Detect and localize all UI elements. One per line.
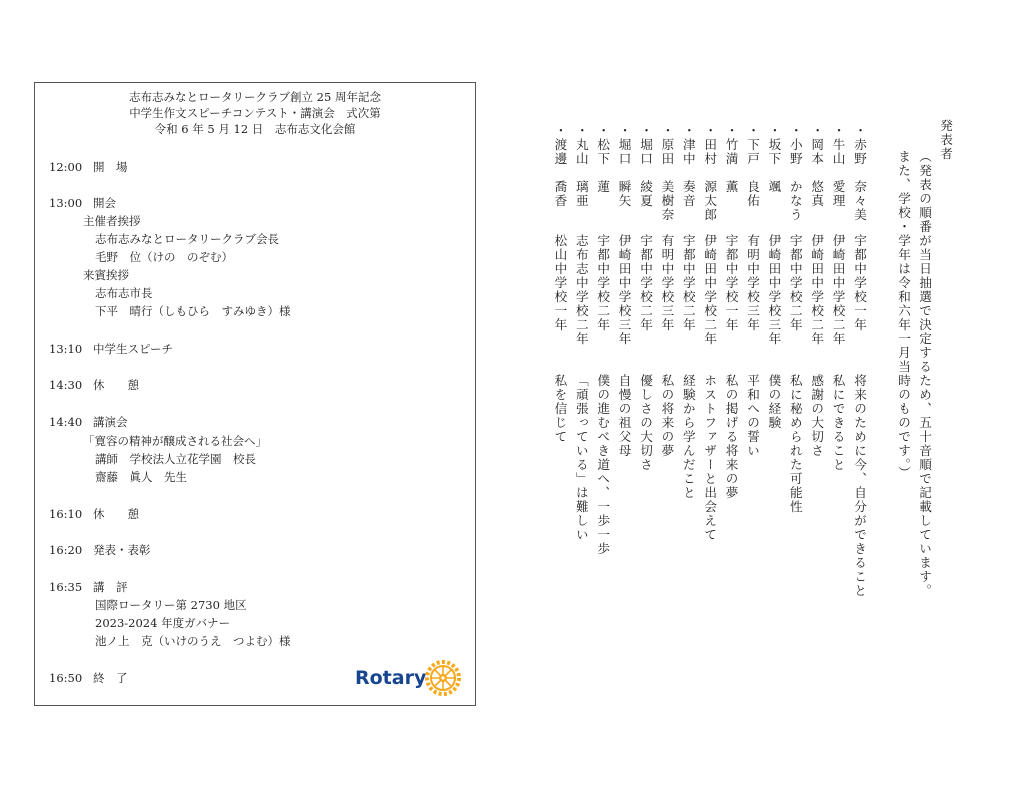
presenter-school: 宇都中学校一年: [723, 234, 739, 332]
schedule-row: [49, 159, 128, 175]
schedule-label: 開 場: [93, 160, 128, 174]
presenter-topic: 私を信じて: [552, 374, 568, 444]
presenter-school: 伊崎田中学校三年: [616, 234, 632, 346]
presenter-topic: 経験から学んだこと: [680, 374, 696, 500]
presenter-topic: 私に秘められた可能性: [787, 374, 803, 514]
presenter-name: ・渡邊 喬香: [552, 124, 568, 208]
rotary-wheel-icon: [423, 658, 463, 698]
schedule-label: 休 憩: [93, 378, 139, 392]
schedule-label: 中学生スピーチ: [93, 342, 174, 356]
schedule-time: 12:00: [49, 160, 83, 174]
presenter-name: ・下戸 良佑: [745, 124, 760, 208]
presenter-topic: 私の将来の夢: [659, 374, 675, 458]
schedule-label: 講 評: [93, 580, 128, 594]
schedule-row: [49, 195, 116, 211]
presenter-school: 伊崎田中学校二年: [830, 234, 846, 346]
rotary-logo: [355, 658, 465, 698]
presenter-name: ・赤野 奈々美: [852, 124, 867, 222]
schedule-row: [49, 542, 151, 558]
presenter-name: ・田村 源太郎: [702, 124, 718, 222]
presenter-school: 宇都中学校二年: [680, 234, 696, 332]
opening-detail: 下平 晴行（しもひら すみゆき）様: [95, 304, 291, 318]
presenter-topic: 私の掲げる将来の夢: [723, 374, 739, 500]
presenter-topic: 感謝の大切さ: [809, 374, 825, 458]
schedule-label: 発表・表彰: [93, 543, 151, 557]
lecture-detail: 講師 学校法人立花学園 校長: [95, 452, 256, 466]
presenter-topic: 平和への誓い: [745, 374, 760, 458]
presenter-name: ・松下 蓮: [595, 124, 611, 194]
presenter-name: ・津中 奏音: [680, 124, 696, 208]
presenter-topic: 将来のために今、自分ができること: [852, 374, 867, 598]
schedule-time: 16:35: [49, 580, 83, 594]
schedule-time: 16:10: [49, 507, 83, 521]
presenters-title: 発表者: [938, 119, 953, 161]
presenter-name: ・岡本 悠真: [809, 124, 825, 208]
presenter-name: ・小野 かなう: [787, 124, 803, 222]
schedule-label: 休 憩: [93, 507, 139, 521]
presenter-school: 宇都中学校一年: [852, 234, 867, 332]
presenter-school: 松山中学校一年: [552, 234, 568, 332]
presenter-school: 有明中学校三年: [745, 234, 760, 332]
schedule-row: [49, 414, 128, 430]
schedule-time: 13:10: [49, 342, 83, 356]
presenter-topic: 僕の経験: [766, 374, 782, 430]
presenter-school: 宇都中学校二年: [638, 234, 653, 332]
opening-detail: 志布志みなとロータリークラブ会長: [95, 232, 279, 246]
presenter-school: 志布志中学校二年: [573, 234, 589, 346]
presenter-school: 宇都中学校二年: [787, 234, 803, 332]
presenter-school: 宇都中学校二年: [595, 234, 611, 332]
presenter-school: 有明中学校三年: [659, 234, 675, 332]
presenters-note: また、学校・学年は令和六年一月当時のものです。）: [896, 150, 911, 480]
presenter-name: ・原田 美樹奈: [659, 124, 675, 222]
presenter-school: 伊崎田中学校二年: [809, 234, 825, 346]
schedule-row: [49, 579, 128, 595]
review-detail: 池ノ上 克（いけのうえ つよむ）様: [95, 634, 291, 648]
lecture-detail: 「寛容の精神が醸成される社会へ」: [83, 434, 267, 448]
opening-detail: 来賓挨拶: [83, 268, 129, 282]
presenter-topic: 自慢の祖父母: [616, 374, 632, 458]
review-detail: 2023-2024 年度ガバナー: [95, 616, 231, 630]
presenter-name: ・牛山 愛理: [830, 124, 846, 208]
schedule-time: 14:40: [49, 415, 83, 429]
presenter-name: ・丸山 璃亜: [573, 124, 589, 208]
presenter-school: 伊崎田中学校三年: [766, 234, 782, 346]
schedule-time: 16:50: [49, 671, 83, 685]
heading-line: 中学生作文スピーチコンテスト・講演会 式次第: [129, 106, 381, 120]
heading-line: 志布志みなとロータリークラブ創立 25 周年記念: [129, 90, 381, 104]
heading-line: 令和 6 年 5 月 12 日 志布志文化会館: [154, 122, 356, 136]
schedule-time: 13:00: [49, 196, 83, 210]
presenter-topic: 「頑張っている」は難しい: [573, 374, 589, 542]
schedule-row: [49, 377, 139, 393]
presenter-topic: ホストファザーと出会えて: [702, 374, 718, 542]
schedule-time: 16:20: [49, 543, 83, 557]
presenters-note: （発表の順番が当日抽選で決定するため、五十音順で記載しています。: [917, 150, 932, 598]
presenter-school: 伊崎田中学校二年: [702, 234, 718, 346]
presenter-name: ・竹満 薫: [723, 124, 739, 194]
presenter-name: ・坂下 颯: [766, 124, 782, 194]
review-detail: 国際ロータリー第 2730 地区: [95, 598, 247, 612]
schedule-row: [49, 670, 128, 686]
lecture-detail: 齋藤 眞人 先生: [95, 470, 187, 484]
program-heading: [35, 89, 475, 137]
presenter-name: ・堀口 瞬矢: [616, 124, 632, 208]
opening-detail: 志布志市長: [95, 286, 153, 300]
presenter-topic: 僕の進むべき道へ、一歩一歩: [595, 374, 611, 556]
rotary-wordmark: Rotary: [355, 667, 427, 689]
opening-detail: 毛野 位（けの のぞむ）: [95, 250, 233, 264]
schedule-label: 講演会: [93, 415, 128, 429]
opening-detail: 主催者挨拶: [83, 214, 141, 228]
schedule-time: 14:30: [49, 378, 83, 392]
presenter-name: ・堀口 綾夏: [638, 124, 653, 208]
presenter-topic: 私にできること: [830, 374, 846, 472]
schedule-label: 終 了: [93, 671, 128, 685]
schedule-row: [49, 341, 173, 357]
schedule-label: 開会: [93, 196, 116, 210]
program-panel: [34, 82, 476, 706]
schedule-row: [49, 506, 139, 522]
presenter-topic: 優しさの大切さ: [638, 374, 653, 472]
